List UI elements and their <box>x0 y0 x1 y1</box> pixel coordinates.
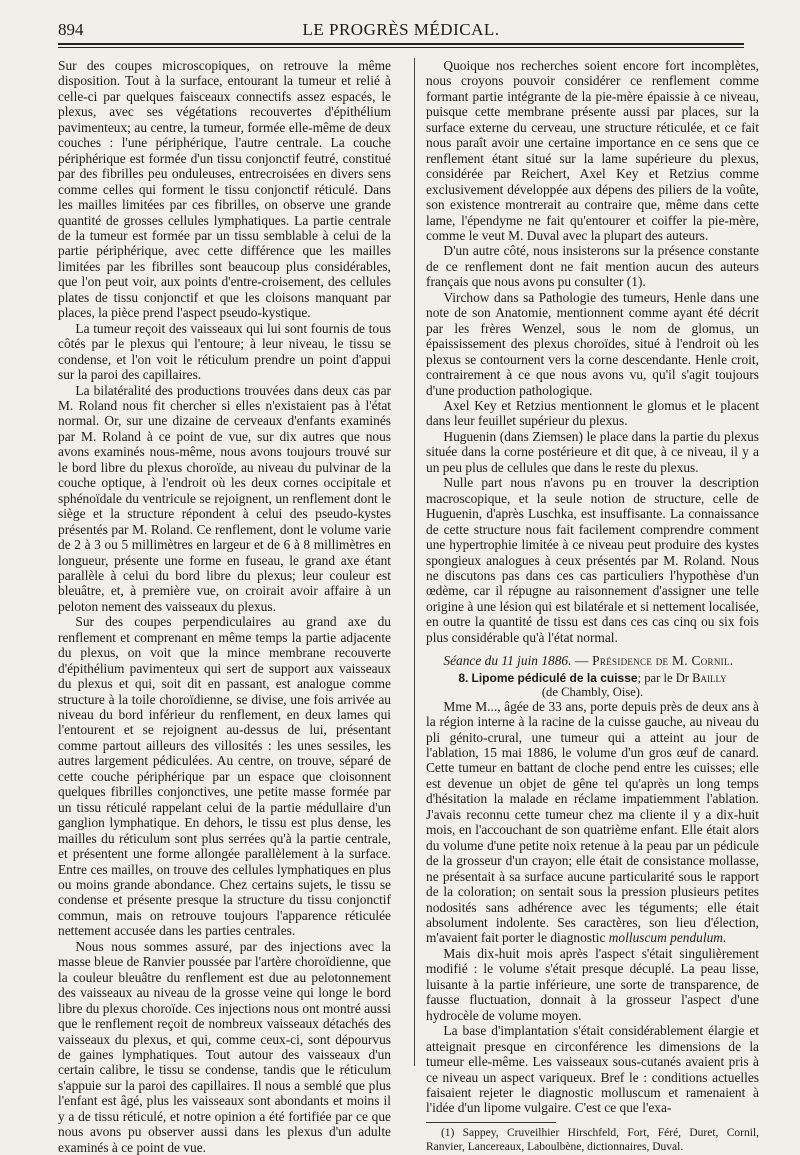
case-author-prefix: ; par le Dr <box>637 670 689 685</box>
column-divider <box>414 58 415 1066</box>
page-number: 894 <box>58 20 84 39</box>
paragraph: Nulle part nous n'avons pu en trouver la description macroscopique, et la seule notion de structure, celle de Huguenin, d'après Luschka, est insuffisante. La connaissance de cette structure nous fait facilement comprendre comment une hypertrophie limitée à ce niveau peut produire des kystes spongieux analogues à ceux présentés par M. Roland. Nous ne discutons pas dans ces cas particuliers l'hypothèse d'un œdème, car il répugne au raisonnement d'assigner une telle origine à une lésion qui est bilatérale et si nettement localisée, en outre la quantité de tissu est dans ces cas cinq ou six fois plus considérable qu'à l'état normal. <box>426 475 759 645</box>
case-paragraph: La base d'implantation s'était considérablement élargie et atteignait presque en circonférence les dimensions de la tumeur elle-même. Les vaisseaux sous-cutanés avaient pris à ce niveau un aspect variqueux. Bref le : conditions actuelles faisaient rejeter le diagnostic molluscum et ramenaient à l'idée d'un lipome vulgaire. C'est ce que l'exa- <box>426 1023 759 1116</box>
header-rule <box>58 43 744 45</box>
diagnosis: molluscum pendulum. <box>608 930 727 946</box>
paragraph: Sur des coupes perpendiculaires au grand axe du renflement et comprenant en même temps la partie adjacente du plexus, on voit que la mince membrane recouverte d'épithélium pavimenteux qui sert de support aux vaisseaux du plexus et qui, soit dit en passant, est analogue comme structure à la toile choroïdienne, se divise, une fois arrivée au niveau du bord inférieur du renflement, en deux lames qui l'entourent et se rejoignent au-dessus de lui, présentant comme partout ailleurs des villosités : les unes sessiles, les autres largement pédiculées. Au centre, on trouve, séparé de cette couche périphérique par un espace que cloisonnent quelques fibrilles conjonctives, une petite masse formée par un tissu réticulé rappelant celui de la partie médullaire d'un ganglion lymphatique. En dehors, le tissu est plus dense, les mailles du réticulum sont plus serrées qu'à la partie centrale, et présentent une forme allongée parallèlement à la surface. Entre ces mailles, on trouve des cellules lymphatiques en plus ou moins grande abondance. Chez certains sujets, le tissu se condense et présente presque la structure du tissu conjonctif commun, mais on retrouve toujours l'apparence réticulée nettement accusée dans les parties centrales. <box>58 614 391 939</box>
case-author: Bailly <box>692 670 727 685</box>
case-location: (de Chambly, Oise). <box>541 684 644 699</box>
case-number: 8. <box>458 670 469 685</box>
case-title <box>426 671 759 699</box>
page-header <box>58 18 744 44</box>
paragraph: Virchow dans sa Pathologie des tumeurs, Henle dans une note de son Anatomie, mentionnent comme ayant été décrit par les frères Wenzel, sous le nom de glomus, un épaississement des plexus choroïdes, situé à l'endroit où les plexus se contournent vers la corne descendante. Henle croit, contrairement à ce que nous avons vu, qu'il s'agit toujours d'une production pathologique. <box>426 289 759 398</box>
paragraph: Sur des coupes microscopiques, on retrouve la même disposition. Tout à la surface, entourant la tumeur et relié à celle-ci par quelques faisceaux connectifs assez espacés, le plexus, avec ses végétations recouvertes d'épithélium pavimenteux; au centre, la tumeur, formée elle-même de deux couches : l'une périphérique, l'autre centrale. La couche périphérique est formée d'un tissu conjonctif feutré, constitué par des fibrilles peu onduleuses, entrecroisées en divers sens comme celles qui forment le tissu conjonctif réticulé. Dans les mailles limitées par ces fibrilles, on observe une grande quantité de grosses cellules lymphatiques. La partie centrale de la tumeur est formée par un tissu semblable à celui de la partie périphérique, avec cette différence que les mailles limitées par les fibrilles sont beaucoup plus considérables, que l'on peut voir, aux points d'entre-croisement, des cellules plates de tissu conjonctif et que les cloisons manquant par places, la pièce prend l'aspect pseudo-kystique. <box>58 58 391 321</box>
case-paragraph <box>426 699 759 946</box>
journal-title: LE PROGRÈS MÉDICAL. <box>302 20 500 39</box>
paragraph: Nous nous sommes assuré, par des injections avec la masse bleue de Ranvier poussée par l'artère choroïdienne, que la couleur bleuâtre du renflement est due au pelotonnement des vaisseaux au niveau de la grosse veine qui longe le bord libre du plexus choroïde. Ces injections nous ont montré aussi que le renflement reçoit de nombreux vaisseaux détachés des vaisseaux du plexus, et qui, comme ceux-ci, sont dépourvus de gaines lymphatiques. Tout autour des vaisseaux d'un certain calibre, le tissu se condense, tandis que le réticulum s'appuie sur la paroi des capillaires. Il nous a semblé que plus l'enfant est âgé, plus les vaisseaux sont abondants et moins il y a de tissu réticulé, et notre opinion a été fortifiée par ce que nous avons pu observer aussi dans les plexus d'un adulte examinés à ce point de vue. <box>58 938 391 1155</box>
header-rule-thin <box>58 47 744 48</box>
footnote: (1) Sappey, Cruveilhier Hirschfeld, Fort, Féré, Duret, Cornil, Ranvier, Lancereaux, Laboulbène, dictionnaires, Duval. <box>426 1126 759 1153</box>
paragraph: Quoique nos recherches soient encore fort incomplètes, nous croyons pouvoir considérer ce renflement comme formant partie intégrante de la pie-mère épaissie à ce niveau, puisque cette membrane présente aussi par places, sur la surface externe du cerveau, une structure réticulée, et ce fait nous paraît avoir une certaine importance en ce sens que ce renflement étant situé sur la lame supérieure du plexus, considérée par Reichert, Axel Key et Retzius comme exclusivement développée aux dépens des piliers de la voûte, son existence montrerait au contraire que, même dans cette lame, l'épendyme ne fait qu'entourer et coiffer la pie-mère, comme le veut M. Duval avec la plupart des auteurs. <box>426 58 759 243</box>
paragraph: Axel Key et Retzius mentionnent le glomus et le placent dans leur feuillet supérieur du plexus. <box>426 397 759 429</box>
left-column <box>58 58 391 1155</box>
session-date: Séance du 11 juin 1886. <box>443 653 572 669</box>
paragraph: Huguenin (dans Ziemsen) le place dans la partie du plexus située dans la corne postérieure et dit que, à ce niveau, il y a un peu plus de cellules que dans le reste du plexus. <box>426 428 759 475</box>
case-title-text: Lipome pédiculé de la cuisse <box>471 670 638 685</box>
session-heading <box>426 653 759 668</box>
paragraph: D'un autre côté, nous insisterons sur la présence constante de ce renflement dont ne fait mention aucun des auteurs français que nous avons pu consulter (1). <box>426 243 759 290</box>
right-column <box>426 58 759 1154</box>
paragraph: La bilatéralité des productions trouvées dans deux cas par M. Roland nous fit chercher si elles n'existaient pas à l'état normal. Or, sur une dizaine de cerveaux d'enfants examinés par M. Roland à ce point de vue, sur dix autres que nous avons examinés nous-même, nous avons toujours trouvé sur le bord libre du plexus choroïde, au niveau du pulvinar de la couche optique, à l'endroit où les deux cornes occipitale et sphénoïdale du ventricule se rejoignent, un renflement dont le siège et la structure répondent à celui des pseudo-kystes présentés par M. Roland. Ce renflement, dont le volume varie de 2 à 3 ou 5 millimètres en largeur et de 6 à 8 millimètres en longueur, présente une forme en fuseau, le grand axe étant parallèle à celui du bord libre du plexus; leur couleur est bleuâtre, et, à première vue, on croirait avoir affaire à un peloton nement des vaisseaux du plexus. <box>58 382 391 614</box>
case-paragraph-text: Mme M..., âgée de 33 ans, porte depuis près de deux ans à la région interne à la racine de la cuisse gauche, au niveau du pli génito-crural, une tumeur qui a atteint au jour de l'ablation, 15 mai 1886, le volume d'un gros œuf de canard. Cette tumeur en battant de cloche pend entre les cuisses; elle est devenue un objet de gêne tel qu'après un long temps d'hésitation la malade en réclame impatiemment l'ablation. J'avais reconnu cette tumeur chez ma cliente il y a dix-huit mois, en l'accouchant de son quatrième enfant. Elle était alors du volume d'une petite noix retenue à la peau par un pédicule de la grosseur d'un crayon; elle était de consistance mollasse, ne présentait à sa surface aucune particularité sous le rapport de la coloration; on sentait sous la pression plusieurs petites nodosités sans adhérence avec les téguments; elle était absolument indolente. Ses caractères, son lieu d'élection, m'avaient fait porter le diagnostic <box>426 698 759 946</box>
paragraph: La tumeur reçoit des vaisseaux qui lui sont fournis de tous côtés par le plexus qui l'entoure; à leur niveau, le tissu se condense, et l'on voit le réticulum prendre un point d'appui sur la paroi des capillaires. <box>58 320 391 383</box>
case-paragraph: Mais dix-huit mois après l'aspect s'était singulièrement modifié : le volume s'était presque décuplé. La peau lisse, luisante à la partie inférieure, une sorte de transparence, de fausse fluctuation, donnait à la grosseur l'aspect d'une hydrocèle de volume moyen. <box>426 945 759 1023</box>
footnote-rule <box>426 1122 556 1123</box>
session-presidence: — Présidence de M. Cornil. <box>574 653 734 669</box>
